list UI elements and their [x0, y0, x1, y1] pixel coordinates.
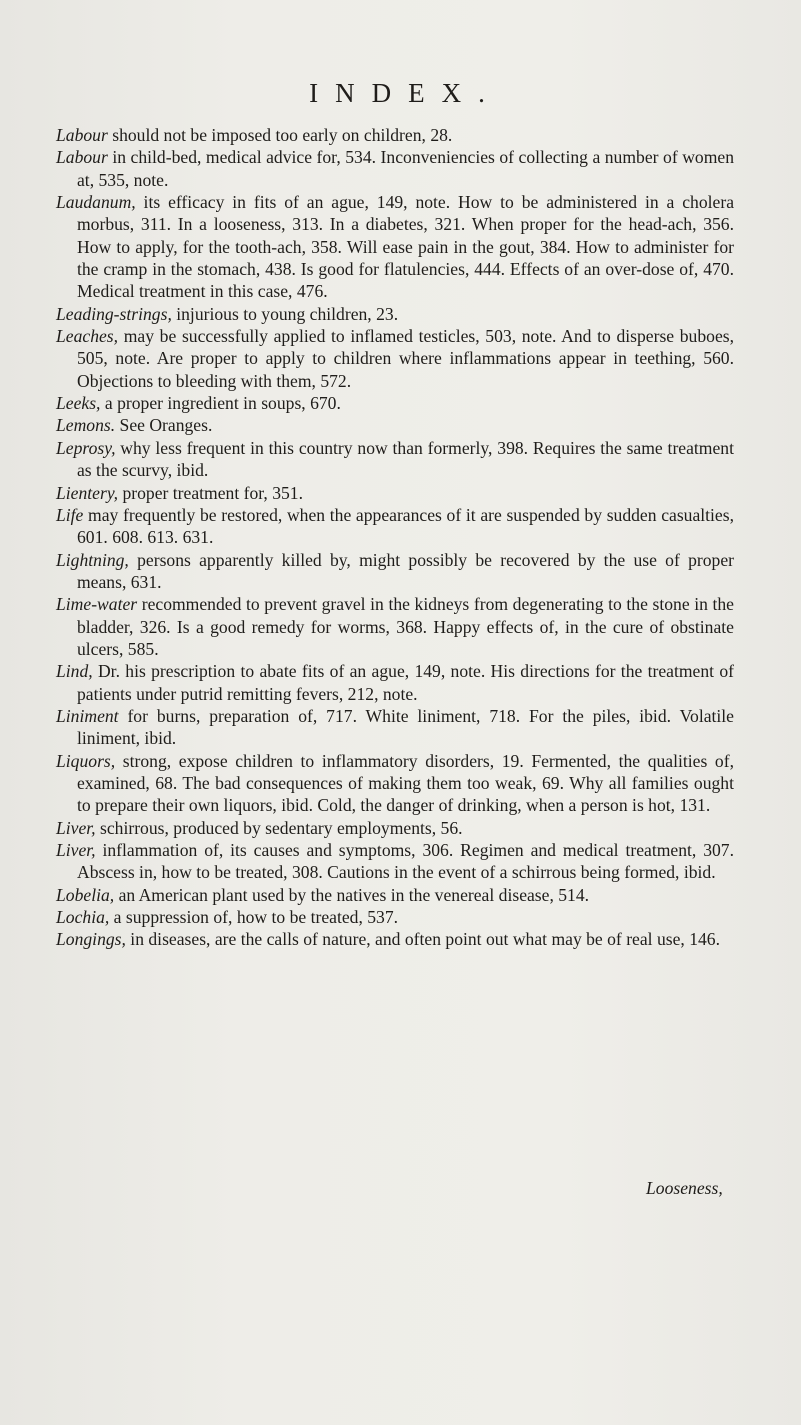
index-entries	[56, 124, 734, 951]
catchword: Looseness,	[646, 1178, 723, 1198]
index-entry	[56, 303, 734, 325]
entry-text: injurious to young children, 23.	[171, 303, 399, 324]
entry-text: a suppression of, how to be treated, 537.	[109, 907, 399, 928]
index-entry	[56, 325, 734, 392]
entry-text: See Oranges.	[115, 415, 213, 436]
entry-term: Leaches,	[56, 326, 119, 347]
entry-text: strong, expose children to inflammatory disorders, 19. Fermented, the qualities of, examined, 68. The bad consequences of making them too weak, 69. Why all families ought to prepare their own liquors, ibid. Cold, the danger of drinking, when a person is hot, 131.	[77, 750, 734, 816]
index-entry	[56, 191, 734, 303]
entry-term: Liniment	[56, 705, 119, 726]
entry-text: for burns, preparation of, 717. White liniment, 718. For the piles, ibid. Volatile liniment, ibid.	[77, 705, 734, 749]
index-entry	[56, 124, 734, 146]
entry-text: may be successfully applied to inflamed testicles, 503, note. And to disperse buboes, 505, note. Are proper to apply to children where inflammations appear in teething, 560. Objections to bleeding with them, 572.	[77, 326, 734, 391]
entry-term: Liver,	[56, 840, 96, 860]
page-heading: INDEX.	[309, 78, 502, 108]
index-entry	[56, 928, 734, 950]
index-entry	[56, 705, 734, 750]
index-entry	[56, 906, 734, 928]
entry-text: in child-bed, medical advice for, 534. Inconveniencies of collecting a number of women at, 535, note.	[77, 147, 734, 190]
index-entry	[56, 146, 734, 191]
entry-term: Lind,	[56, 661, 93, 682]
entry-term: Labour	[56, 125, 108, 145]
entry-term: Labour	[56, 147, 108, 168]
index-entry	[56, 392, 734, 414]
index-entry	[56, 593, 734, 660]
entry-term: Lightning,	[56, 549, 129, 570]
index-entry	[56, 884, 734, 906]
index-entry	[56, 660, 734, 705]
entry-term: Life	[56, 504, 84, 525]
index-entry	[56, 482, 734, 504]
index-entry	[56, 817, 734, 839]
entry-text: an American plant used by the natives in the venereal disease, 514.	[114, 884, 590, 905]
index-entry	[56, 549, 734, 594]
entry-term: Leading-strings,	[56, 303, 172, 324]
entry-text: persons apparently killed by, might possibly be recovered by the use of proper means, 631.	[77, 549, 734, 592]
entry-term: Longings,	[56, 929, 126, 950]
entry-term: Lochia,	[56, 907, 110, 928]
entry-term: Liquors,	[56, 750, 116, 771]
entry-text: inflammation of, its causes and symptoms, 306. Regimen and medical treatment, 307. Abscess in, how to be treated, 308. Cautions in the event of a schirrous being formed, ibid.	[77, 840, 734, 883]
entry-text: should not be imposed too early on children, 28.	[107, 125, 453, 145]
entry-text: recommended to prevent gravel in the kidneys from degenerating to the stone in the bladder, 326. Is a good remedy for worms, 368. Happy effects of, in the cure of obstinate ulcers, 585.	[77, 594, 734, 659]
entry-term: Leprosy,	[56, 437, 116, 458]
entry-term: Lobelia,	[56, 884, 115, 905]
entry-term: Laudanum,	[56, 192, 136, 213]
entry-text: may frequently be restored, when the appearances of it are suspended by sudden casualties, 601. 608. 613. 631.	[77, 504, 734, 548]
entry-text: its efficacy in fits of an ague, 149, note. How to be administered in a cholera morbus, 311. In a looseness, 313. In a diabetes, 321. When proper for the head-ach, 356. How to apply, for the tooth-ach, 358. Will ease pain in the gout, 384. How to administer for the cramp in the stomach, 438. Is good for flatulencies, 444. Effects of an over-dose of, 470. Medical treatment in this case, 476.	[77, 192, 734, 302]
entry-text: proper treatment for, 351.	[118, 482, 304, 503]
entry-text: in diseases, are the calls of nature, and often point out what may be of real use, 146.	[125, 929, 720, 950]
entry-text: Dr. his prescription to abate fits of an ague, 149, note. His directions for the treatment of patients under putrid remitting fevers, 212, note.	[77, 661, 734, 704]
entry-term: Lime-water	[56, 594, 138, 615]
index-entry	[56, 839, 734, 884]
index-entry	[56, 750, 734, 817]
entry-term: Lientery,	[56, 482, 119, 503]
entry-term: Lemons.	[56, 415, 116, 436]
entry-text: schirrous, produced by sedentary employments, 56.	[95, 817, 463, 838]
entry-text: a proper ingredient in soups, 670.	[100, 393, 341, 414]
entry-text: why less frequent in this country now than formerly, 398. Requires the same treatment as the scurvy, ibid.	[77, 437, 734, 481]
entry-term: Liver,	[56, 817, 96, 838]
index-entry	[56, 504, 734, 549]
index-entry	[56, 437, 734, 482]
index-entry	[56, 414, 734, 436]
entry-term: Leeks,	[56, 393, 101, 414]
